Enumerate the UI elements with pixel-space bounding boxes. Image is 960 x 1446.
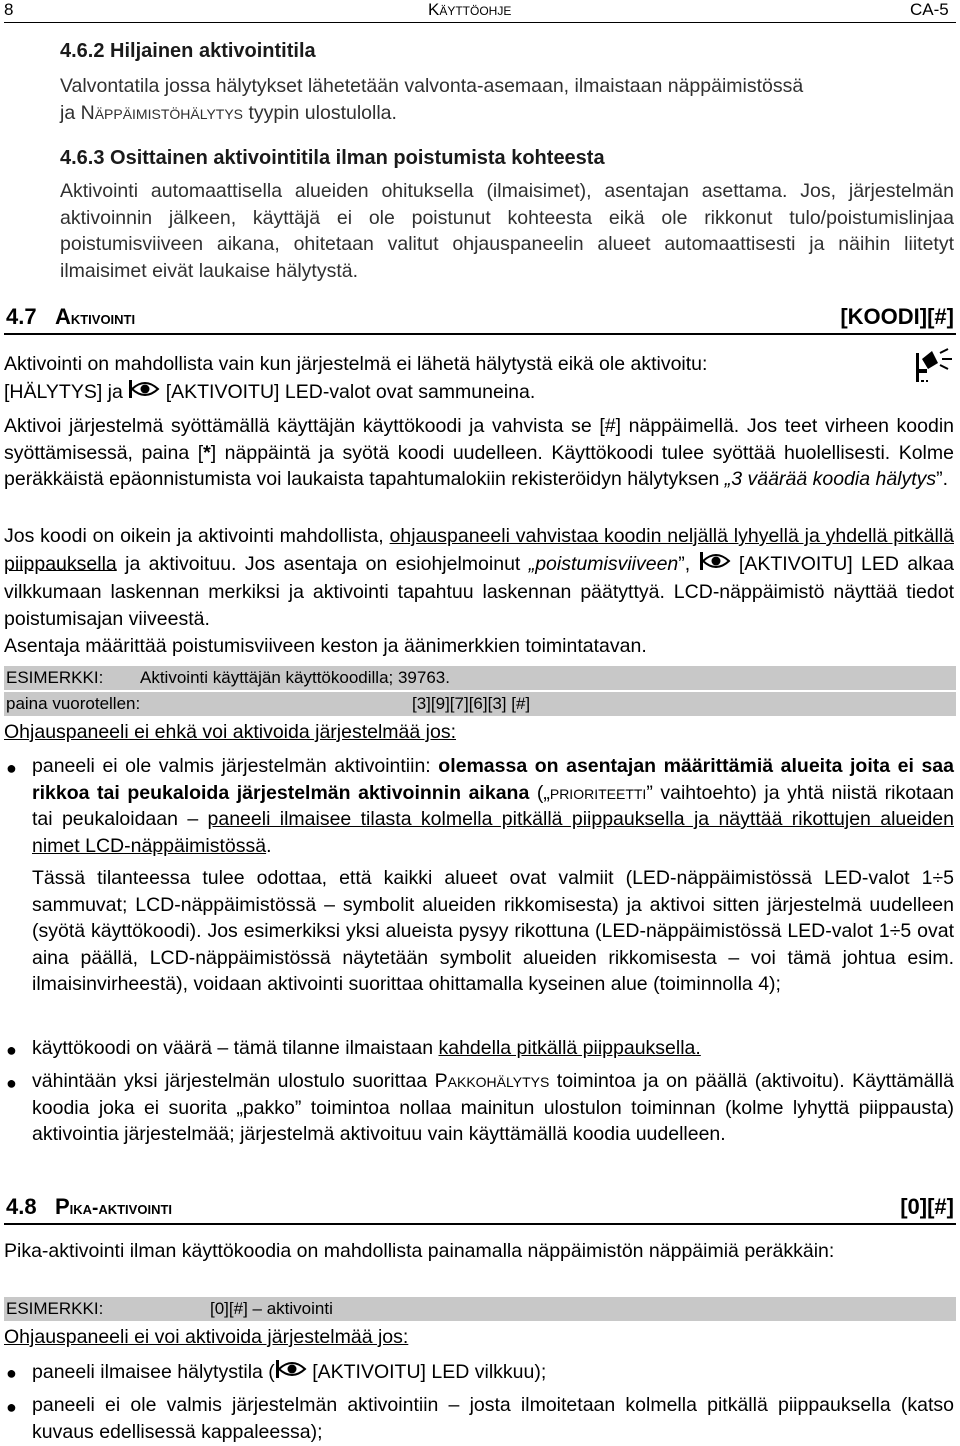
conditions-title-4-7: Ohjauspaneeli ei ehkä voi aktivoida järjestelmää jos: — [4, 721, 457, 743]
bullet-marker: ● — [6, 1397, 17, 1417]
bullet-4-7-1-para2: Tässä tilanteessa tulee odottaa, että kaikki alueet ovat valmiit (LED-näppäimistössä LED-valot 1÷5 sammuvat; LCD-näppäimistössä – symbolit alueiden rikkomisesta) ja aktivoi sitten järjestelmä uudelleen (syötä käyttökoodi). Jos esimerkiksi yksi alueista pysyy rikottuna (LED-näppäimistössä LED-valot 1÷5 ovat aina päällä, LCD-näppäimistössä näytetään symbolit alueiden rikkomisesta – voi tämä johtua esim. ilmaisinvirheestä), voidaan aktivointi suorittaa ohittamalla kyseinen alue (toiminnolla 4); — [32, 867, 954, 995]
header-product: CA-5 — [910, 0, 949, 19]
bullet-marker: ● — [6, 1073, 17, 1093]
paragraph-4-7-3: Jos koodi on oikein ja aktivointi mahdollista, ohjauspaneeli vahvistaa koodin neljällä lyhyellä ja yhdellä pitkällä piippauksella ja aktivoituu. Jos asentaja on esiohjelmoinut „poistumisviiveen”, [AKTIVOITU] LED alkaa vilkkumaan laskennan merkiksi ja aktivointi tapahtuu laskennan päätyttyä. LCD-näppäimistö näyttää tiedot poistumisajan viiveestä. — [4, 525, 954, 630]
paragraph-4-6-3: Aktivointi automaattisella alueiden ohituksella (ilmaisimet), asentajan asettama. Jos, järjestelmän aktivoinnin jälkeen, käyttäjä ei ole poistunut kohteesta eikä ole rikkonut tulo/poistumislinjaa poistumisviiveen aikana, ohitetaan valitut ohjauspaneelin alueet automaattisesti ja näihin liitetyt ilmaisimet eivät laukaise hälytystä. — [60, 180, 954, 282]
bullet-4-7-1: paneeli ei ole valmis järjestelmän aktivointiin: olemassa on asentajan määrittämiä alueita joita ei saa rikkoa tai peukaloida järjestelmän aktivoinnin aikana („prioriteetti” vaihtoehto) ja yhtä niistä rikotaan tai peukaloidaan – paneeli ilmaisee tilasta kolmella pitkällä piippauksella ja näyttää rikottujen alueiden nimet LCD-näppäimistössä. — [32, 755, 955, 857]
example-bar-1 — [4, 666, 956, 690]
header-rule — [4, 22, 956, 23]
armed-eye-icon-2 — [699, 550, 731, 580]
conditions-title-4-8: Ohjauspaneeli ei voi aktivoida järjestelmää jos: — [4, 1326, 409, 1348]
example-bar-3 — [4, 1297, 956, 1321]
example-text: Aktivointi käyttäjän käyttökoodilla; 39763. — [140, 668, 450, 687]
paragraph-4-6-2-line2: ja Näppäimistöhälytys tyypin ulostulolla. — [60, 102, 397, 124]
bullet-4-8-2: paneeli ei ole valmis järjestelmän aktivointiin – josta ilmoitetaan kolmella pitkällä piippauksella (katso kuvaus edellisessä kappaleessa); — [32, 1394, 954, 1443]
example-label: ESIMERKKI: — [6, 1299, 104, 1318]
bullet-marker: ● — [6, 758, 17, 778]
bullet-marker: ● — [6, 1363, 17, 1383]
example-bar-2 — [4, 692, 956, 716]
alarm-bell-icon — [902, 347, 954, 388]
section-rule-4-7 — [4, 333, 956, 335]
example-text: [0][#] – aktivointi — [210, 1299, 333, 1318]
paragraph-4-7-1: Aktivointi on mahdollista vain kun järjestelmä ei lähetä hälytystä eikä ole aktivoitu: [HÄLYTYS] ja [AKTIVOITU] LED-valot ovat sammuneina. — [4, 351, 899, 407]
section-title-4-8: 4.8 Pika-aktivointi — [6, 1194, 173, 1219]
page-number: 8 — [4, 0, 14, 19]
bullet-4-7-3: vähintään yksi järjestelmän ulostulo suorittaa Pakkohälytys toimintoa ja on päällä (aktivoitu). Käyttämällä koodia joka ei suorita „pakko” toimintoa nollaa mainitun ulostulon toiminnan (kolme lyhyttä piippausta) aktivointia järjestelmää; järjestelmä aktivoituu vain käyttämällä koodia uudelleen. — [32, 1070, 954, 1145]
bullet-4-8-1: paneeli ilmaisee hälytystila ( [AKTIVOITU] LED vilkkuu); — [32, 1358, 954, 1388]
example-keys: [3][9][7][6][3] [#] — [412, 694, 531, 713]
section-title-4-6-2: 4.6.2 Hiljainen aktivointitila — [60, 40, 316, 62]
section-code-4-8: [0][#] — [900, 1194, 954, 1219]
paragraph-4-8-1: Pika-aktivointi ilman käyttökoodia on mahdollista painamalla näppäimistön näppäimiä peräkkäin: — [4, 1240, 835, 1262]
bullet-4-7-2: käyttökoodi on väärä – tämä tilanne ilmaistaan kahdella pitkällä piippauksella. — [32, 1037, 701, 1059]
armed-eye-icon-3 — [275, 1358, 307, 1388]
section-code-4-7: [KOODI][#] — [840, 304, 954, 329]
header-title: Käyttöohje — [428, 0, 512, 19]
section-rule-4-8 — [4, 1223, 956, 1225]
armed-eye-icon — [128, 378, 160, 408]
section-title-4-6-3: 4.6.3 Osittainen aktivointitila ilman poistumista kohteesta — [60, 147, 605, 169]
section-title-4-7: 4.7 Aktivointi — [6, 304, 136, 329]
bullet-marker: ● — [6, 1040, 17, 1060]
example-key-label: paina vuorotellen: — [6, 694, 141, 713]
example-label: ESIMERKKI: — [6, 668, 104, 687]
paragraph-4-7-4: Asentaja määrittää poistumisviiveen keston ja äänimerkkien toimintatavan. — [4, 635, 647, 657]
paragraph-4-7-2: Aktivoi järjestelmä syöttämällä käyttäjän käyttökoodi ja vahvista se [#] näppäimellä. Jos teet virheen koodin syöttämisessä, paina [*] näppäintä ja syötä koodi uudelleen. Käyttökoodi tulee syöttää huolellisesti. Kolme peräkkäistä epäonnistumista voi laukaista tapahtumalokiin rekisteröidyn hälytyksen „3 väärää koodia hälytys”. — [4, 415, 954, 490]
paragraph-4-6-2-line1: Valvontatila jossa hälytykset lähetetään valvonta-asemaan, ilmaistaan näppäimistössä — [60, 75, 804, 97]
